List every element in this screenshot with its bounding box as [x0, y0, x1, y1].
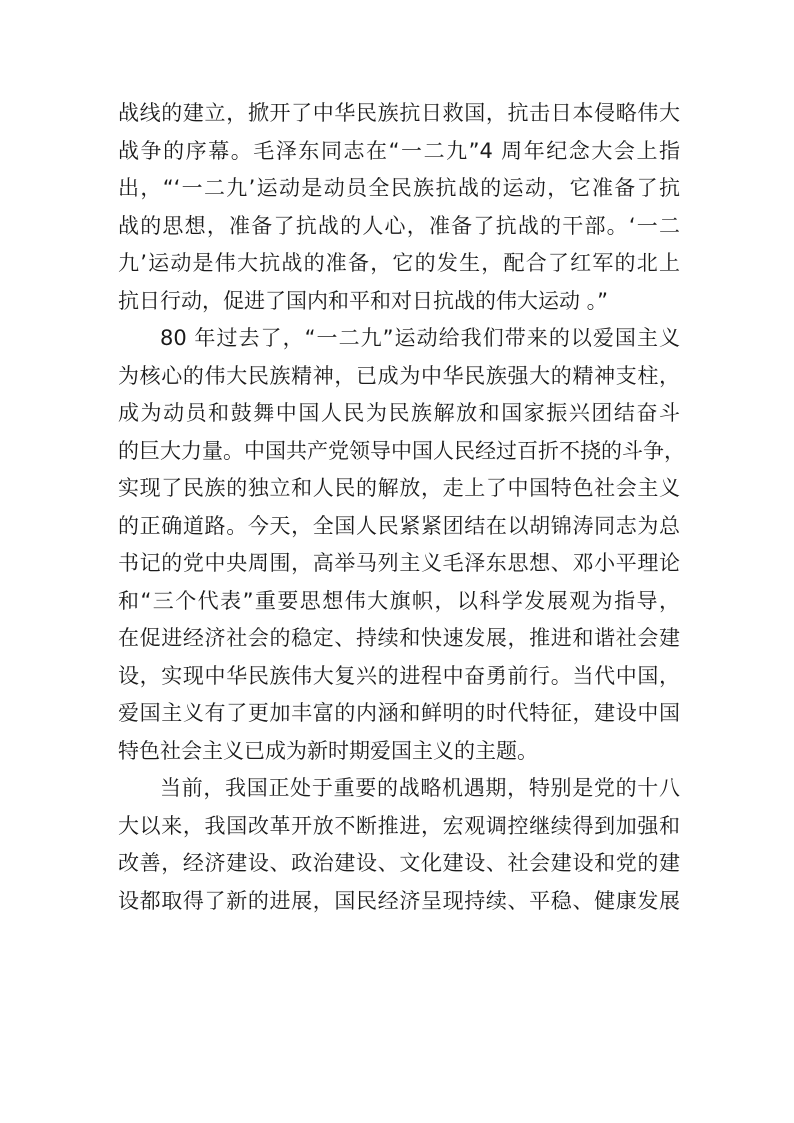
text-line: 成为动员和鼓舞中国人民为民族解放和国家振兴团结奋斗: [118, 401, 680, 425]
text-line: 的巨大力量。中国共产党领导中国人民经过百折不挠的斗争，: [118, 438, 685, 463]
text-line: 特色社会主义已成为新时期爱国主义的主题。: [118, 738, 538, 763]
text-line: 改善，经济建设、政治建设、文化建设、社会建设和党的建: [118, 851, 680, 875]
text-line: 书记的党中央周围，高举马列主义毛泽东思想、邓小平理论: [118, 551, 680, 575]
text-line: 在促进经济社会的稳定、持续和快速发展，推进和谐社会建: [118, 626, 680, 650]
paragraph-first-line: 80 年过去了，“一二九”运动给我们带来的以爱国主义: [160, 326, 680, 350]
text-line: 和“三个代表”重要思想伟大旗帜，以科学发展观为指导，: [118, 588, 680, 613]
text-line: 实现了民族的独立和人民的解放，走上了中国特色社会主义: [118, 476, 680, 500]
text-line: 爱国主义有了更加丰富的内涵和鲜明的时代特征，建设中国: [118, 701, 680, 725]
text-line: 大以来，我国改革开放不断推进，宏观调控继续得到加强和: [118, 813, 680, 838]
text-line: 九’运动是伟大抗战的准备，它的发生，配合了红军的北上: [118, 251, 680, 275]
text-line: 抗日行动，促进了国内和平和对日抗战的伟大运动 。”: [118, 288, 609, 313]
text-line: 战的思想，准备了抗战的人心，准备了抗战的干部。‘一二: [118, 213, 680, 238]
paragraph-first-line: 当前，我国正处于重要的战略机遇期，特别是党的十八: [160, 776, 680, 800]
text-line: 为核心的伟大民族精神，已成为中华民族强大的精神支柱，: [118, 363, 680, 388]
text-line: 战争的序幕。毛泽东同志在“一二九”4 周年纪念大会上指: [118, 138, 680, 163]
text-line: 战线的建立，掀开了中华民族抗日救国，抗击日本侵略伟大: [118, 101, 680, 125]
text-line: 设，实现中华民族伟大复兴的进程中奋勇前行。当代中国，: [118, 663, 680, 688]
text-line: 出，“‘一二九’运动是动员全民族抗战的运动，它准备了抗: [118, 176, 680, 200]
text-line: 的正确道路。今天，全国人民紧紧团结在以胡锦涛同志为总: [118, 513, 680, 538]
text-line: 设都取得了新的进展，国民经济呈现持续、平稳、健康发展: [118, 888, 680, 913]
body-text: [118, 95, 685, 920]
